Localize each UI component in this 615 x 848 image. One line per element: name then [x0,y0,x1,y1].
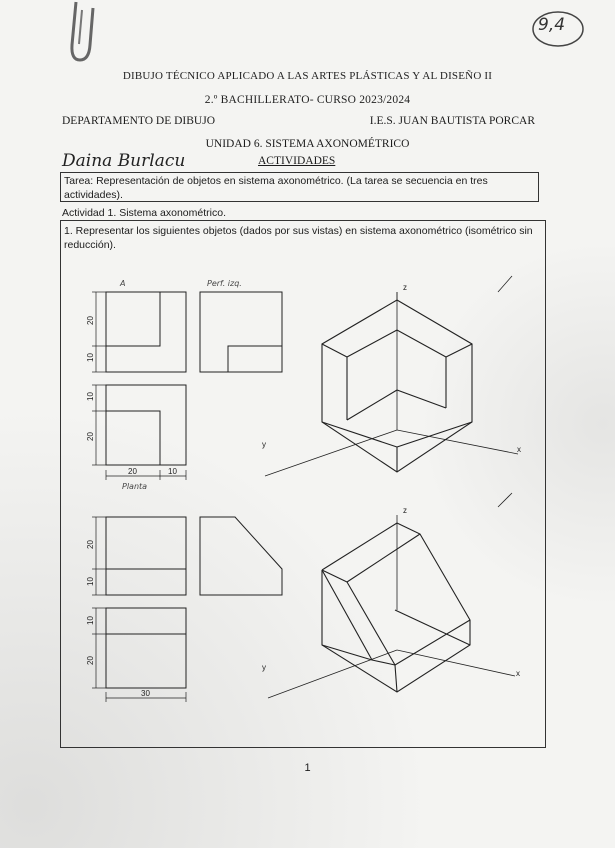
activities-heading: ACTIVIDADES [258,155,336,167]
fig1-front-view [106,292,186,372]
fig2-axis-z-label: z [403,506,407,515]
fig1-axis-y [265,430,397,476]
fig1-front-label: A [120,279,126,288]
fig2-plan-view [106,608,186,688]
fig2-isometric-axes [268,515,515,698]
fig1-plan-step [106,411,160,465]
fig1-isometric-axes [265,292,518,476]
fig1-dim-20: 20 [86,316,95,325]
fig2-dim-20b: 20 [86,656,95,665]
fig1-dim-10c: 10 [168,467,177,476]
fig1-axis-y-label: y [262,440,266,449]
check-mark-2 [498,493,512,507]
fig1-axis-x-label: x [517,445,521,454]
fig2-side-view [200,517,282,595]
fig1-dim-20b: 20 [86,432,95,441]
fig2-front-view [106,517,186,595]
grade-mark: 9,4 [538,15,566,35]
fig1-dim-10: 10 [86,353,95,362]
exercise-1-statement: 1. Representar los siguientes objetos (dados por sus vistas) en sistema axonométrico (isométrico sin reducción). [64,225,533,251]
fig1-plan-label: Planta [122,482,148,491]
fig1-side-step [228,346,282,372]
fig1-plan-view [106,385,186,465]
department-label: DEPARTAMENTO DE DIBUJO [62,115,216,127]
fig2-dim-30: 30 [141,689,150,698]
check-mark-1 [498,276,512,292]
fig2-dim-10: 10 [86,577,95,586]
fig2-axis-x-label: x [516,669,520,678]
course-year: 2.º BACHILLERATO- CURSO 2023/2024 [204,94,411,106]
student-name: Daina Burlacu [62,151,186,171]
fig1-side-label: Perf. izq. [207,279,242,288]
fig1-side-view [200,292,282,372]
page-number: 1 [304,762,311,774]
unit-title: UNIDAD 6. SISTEMA AXONOMÉTRICO [205,138,410,150]
fig2-dim-10b: 10 [86,616,95,625]
fig1-dim-10b: 10 [86,392,95,401]
fig1-axis-x [397,430,518,454]
fig2-axis-y [268,650,397,698]
course-title: DIBUJO TÉCNICO APLICADO A LAS ARTES PLÁSTICAS Y AL DISEÑO II [122,70,493,82]
activity-1-title: Actividad 1. Sistema axonométrico. [62,207,226,219]
fig2-axis-y-label: y [262,663,266,672]
fig1-axis-z-label: z [403,283,407,292]
fig1-dim-20c: 20 [128,467,137,476]
fig1-front-step [106,292,160,346]
fig2-isometric-solid [322,523,470,692]
school-label: I.E.S. JUAN BAUTISTA PORCAR [369,115,535,127]
task-description: Tarea: Representación de objetos en sistema axonométrico. (La tarea se secuencia en tres actividades). [64,175,488,201]
fig2-dim-20: 20 [86,540,95,549]
